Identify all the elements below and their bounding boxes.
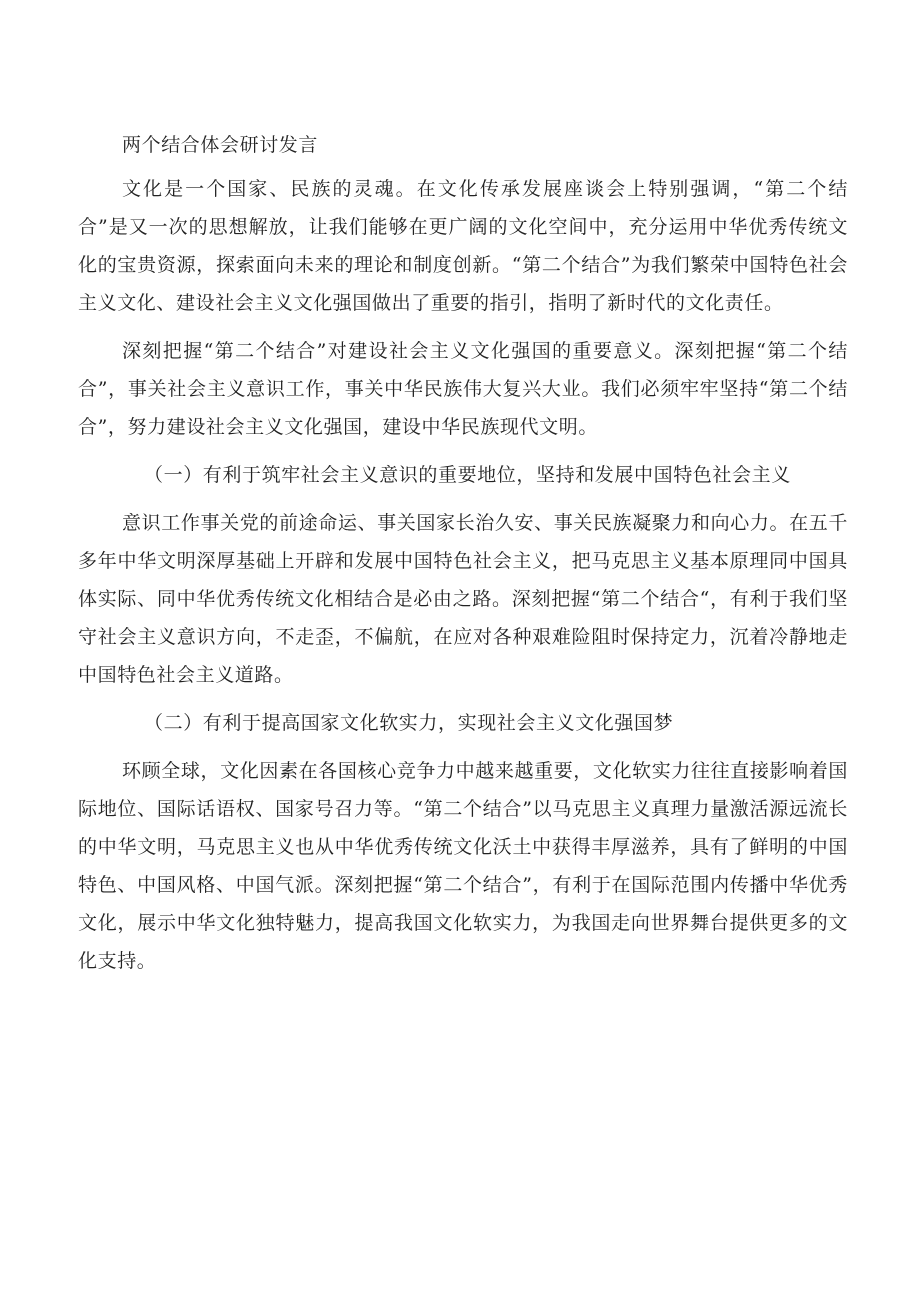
- document-title: 两个结合体会研讨发言: [122, 134, 319, 156]
- paragraph-intro: 文化是一个国家、民族的灵魂。在文化传承发展座谈会上特别强调，“第二个结合”是又一次的思想解放，让我们能够在更广阔的文化空间中，充分运用中华优秀传统文化的宝贵资源，探索面向未来的理论和制度创新。“第二个结合”为我们繁荣中国特色社会主义文化、建设社会主义文化强国做出了重要的指引，指明了新时代的文化责任。: [78, 178, 848, 314]
- section-heading-one: （一）有利于筑牢社会主义意识的重要地位，坚持和发展中国特色社会主义: [144, 464, 791, 486]
- document-body: [78, 126, 848, 990]
- paragraph-section-one: 意识工作事关党的前途命运、事关国家长治久安、事关民族凝聚力和向心力。在五千多年中华文明深厚基础上开辟和发展中国特色社会主义，把马克思主义基本原理同中国具体实际、同中华优秀传统文化相结合是必由之路。深刻把握“第二个结合“，有利于我们坚守社会主义意识方向，不走歪，不偏航，在应对各种艰难险阻时保持定力，沉着冷静地走中国特色社会主义道路。: [78, 512, 848, 686]
- section-heading-two: （二）有利于提高国家文化软实力，实现社会主义文化强国梦: [144, 712, 674, 734]
- paragraph-significance: 深刻把握“第二个结合”对建设社会主义文化强国的重要意义。深刻把握“第二个结合”，事关社会主义意识工作，事关中华民族伟大复兴大业。我们必须牢牢坚持“第二个结合”，努力建设社会主义文化强国，建设中华民族现代文明。: [78, 340, 848, 438]
- paragraph-section-two: 环顾全球，文化因素在各国核心竞争力中越来越重要，文化软实力往往直接影响着国际地位、国际话语权、国家号召力等。“第二个结合”以马克思主义真理力量激活源远流长的中华文明，马克思主义也从中华优秀传统文化沃土中获得丰厚滋养，具有了鲜明的中国特色、中国风格、中国气派。深刻把握“第二个结合”，有利于在国际范围内传播中华优秀文化，展示中华文化独特魅力，提高我国文化软实力，为我国走向世界舞台提供更多的文化支持。: [78, 760, 848, 972]
